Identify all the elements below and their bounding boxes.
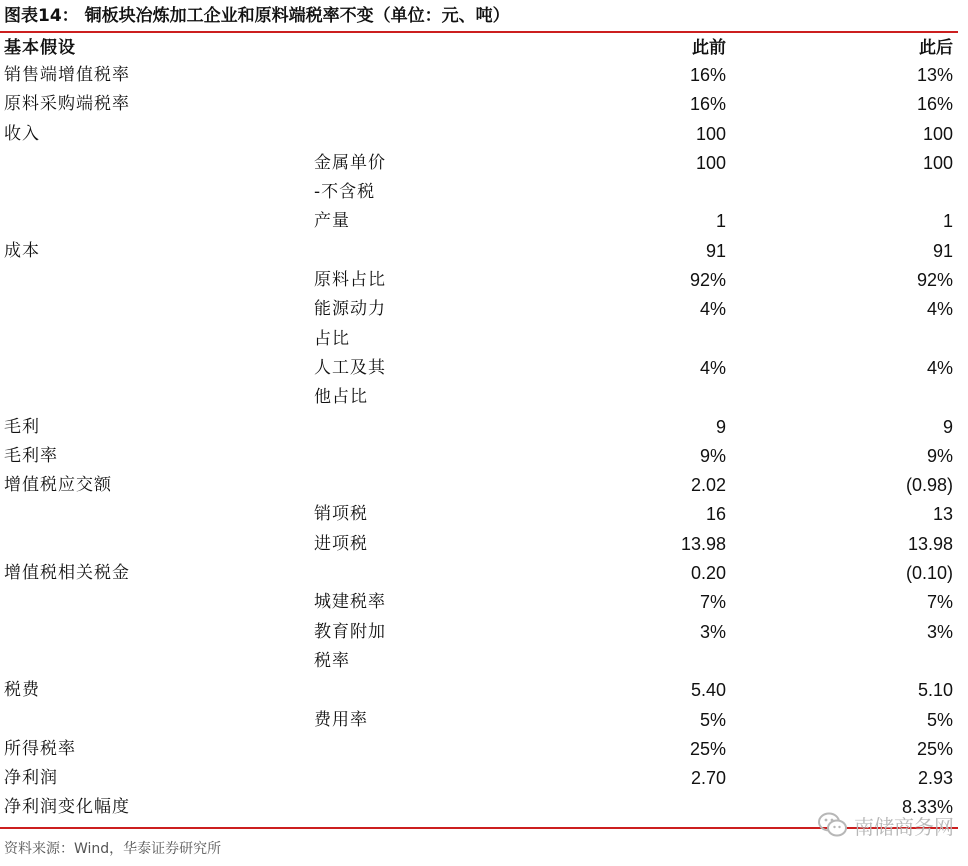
row-before-value: 4%	[699, 299, 726, 320]
table-row	[0, 706, 958, 735]
table-row	[0, 618, 958, 647]
row-before-value: 91	[705, 240, 726, 261]
row-after-value: 5.10	[917, 680, 953, 701]
row-after-value: 100	[922, 123, 953, 144]
table-row	[0, 735, 958, 764]
row-after-value: 7%	[926, 592, 953, 613]
row-before-value: 16	[705, 504, 726, 525]
table-row	[0, 413, 958, 442]
row-before-value: 5%	[699, 709, 726, 730]
row-before-value: 4%	[699, 357, 726, 378]
row-before-value: 92%	[689, 270, 726, 291]
table-row	[0, 207, 958, 236]
row-sub-label: 金属单价	[314, 152, 386, 173]
row-sub-label: 城建税率	[314, 592, 386, 613]
table-row	[0, 266, 958, 295]
row-sub-label: 教育附加	[314, 621, 386, 642]
row-after-value: 16%	[916, 94, 953, 115]
watermark	[818, 805, 954, 845]
table-row	[0, 237, 958, 266]
row-label: 毛利	[4, 416, 40, 437]
watermark-text: 南储商务网	[854, 814, 954, 839]
row-label: 净利润变化幅度	[4, 797, 130, 818]
source-note: 资料来源：Wind，华泰证券研究所	[4, 841, 222, 857]
figure-title: 图表14： 铜板块冶炼加工企业和原料端税率不变（单位：元、吨）	[4, 6, 510, 26]
row-label: 成本	[4, 240, 40, 261]
row-after-value: 9%	[926, 445, 953, 466]
row-sub-label: 人工及其	[314, 357, 386, 378]
row-after-value: 5%	[926, 709, 953, 730]
table-row	[0, 793, 958, 822]
row-sub-label: 进项税	[314, 533, 368, 554]
table-row	[0, 61, 958, 90]
row-sub-label: -不含税	[314, 182, 376, 203]
row-after-value: 9	[942, 416, 953, 437]
row-label: 收入	[4, 123, 40, 144]
row-sub-label: 费用率	[314, 709, 368, 730]
table-row	[0, 647, 958, 676]
row-before-value: 2.02	[690, 475, 726, 496]
row-label: 原料采购端税率	[4, 94, 130, 115]
table-row	[0, 559, 958, 588]
table-row	[0, 120, 958, 149]
row-sub-label: 销项税	[314, 504, 368, 525]
row-label: 净利润	[4, 768, 58, 789]
table-row	[0, 354, 958, 383]
row-after-value: 1	[942, 211, 953, 232]
row-label: 增值税应交额	[4, 475, 112, 496]
table-row	[0, 500, 958, 529]
table-row	[0, 588, 958, 617]
row-sub-label: 税率	[314, 650, 350, 671]
row-after-value: 2.93	[917, 768, 953, 789]
row-after-value: 13.98	[907, 533, 953, 554]
assumption-table	[0, 33, 958, 823]
row-label: 增值税相关税金	[4, 563, 130, 584]
row-after-value: 100	[922, 152, 953, 173]
row-label: 所得税率	[4, 738, 76, 759]
table-row	[0, 90, 958, 119]
table-row	[0, 442, 958, 471]
row-after-value: 13	[932, 504, 953, 525]
row-before-value: 13.98	[680, 533, 726, 554]
table-row	[0, 676, 958, 705]
row-after-value: 4%	[926, 299, 953, 320]
row-before-value: 9%	[699, 445, 726, 466]
table-row	[0, 530, 958, 559]
row-after-value: 8.33%	[901, 797, 953, 818]
row-before-value: 16%	[689, 94, 726, 115]
row-after-value: (0.98)	[905, 475, 953, 496]
row-after-value: 92%	[916, 270, 953, 291]
header-label: 基本假设	[4, 38, 76, 58]
row-before-value: 16%	[689, 65, 726, 85]
table-row	[0, 178, 958, 207]
row-before-value: 5.40	[690, 680, 726, 701]
row-sub-label: 占比	[314, 328, 350, 349]
row-label: 销售端增值税率	[4, 65, 130, 85]
row-before-value: 7%	[699, 592, 726, 613]
bottom-divider	[0, 827, 958, 829]
row-after-value: 25%	[916, 738, 953, 759]
row-after-value: 3%	[926, 621, 953, 642]
row-sub-label: 产量	[314, 211, 350, 232]
row-before-value: 1	[715, 211, 726, 232]
row-before-value: 2.70	[690, 768, 726, 789]
row-before-value: 9	[715, 416, 726, 437]
table-row	[0, 383, 958, 412]
header-after: 此后	[919, 38, 953, 58]
row-before-value: 0.20	[690, 563, 726, 584]
row-sub-label: 能源动力	[314, 299, 386, 320]
row-sub-label: 他占比	[314, 387, 368, 408]
row-before-value: 100	[695, 152, 726, 173]
row-sub-label: 原料占比	[314, 270, 386, 291]
row-after-value: 91	[932, 240, 953, 261]
table-row	[0, 149, 958, 178]
row-after-value: 4%	[926, 357, 953, 378]
row-after-value: (0.10)	[905, 563, 953, 584]
row-label: 税费	[4, 680, 40, 701]
row-before-value: 3%	[699, 621, 726, 642]
table-row	[0, 295, 958, 324]
table-row	[0, 764, 958, 793]
row-before-value: 100	[695, 123, 726, 144]
row-after-value: 13%	[916, 65, 953, 85]
wechat-icon	[818, 811, 848, 839]
row-before-value: 25%	[689, 738, 726, 759]
table-header-row	[0, 33, 958, 61]
row-label: 毛利率	[4, 445, 58, 466]
table-row	[0, 325, 958, 354]
table-row	[0, 471, 958, 500]
header-before: 此前	[692, 38, 726, 58]
